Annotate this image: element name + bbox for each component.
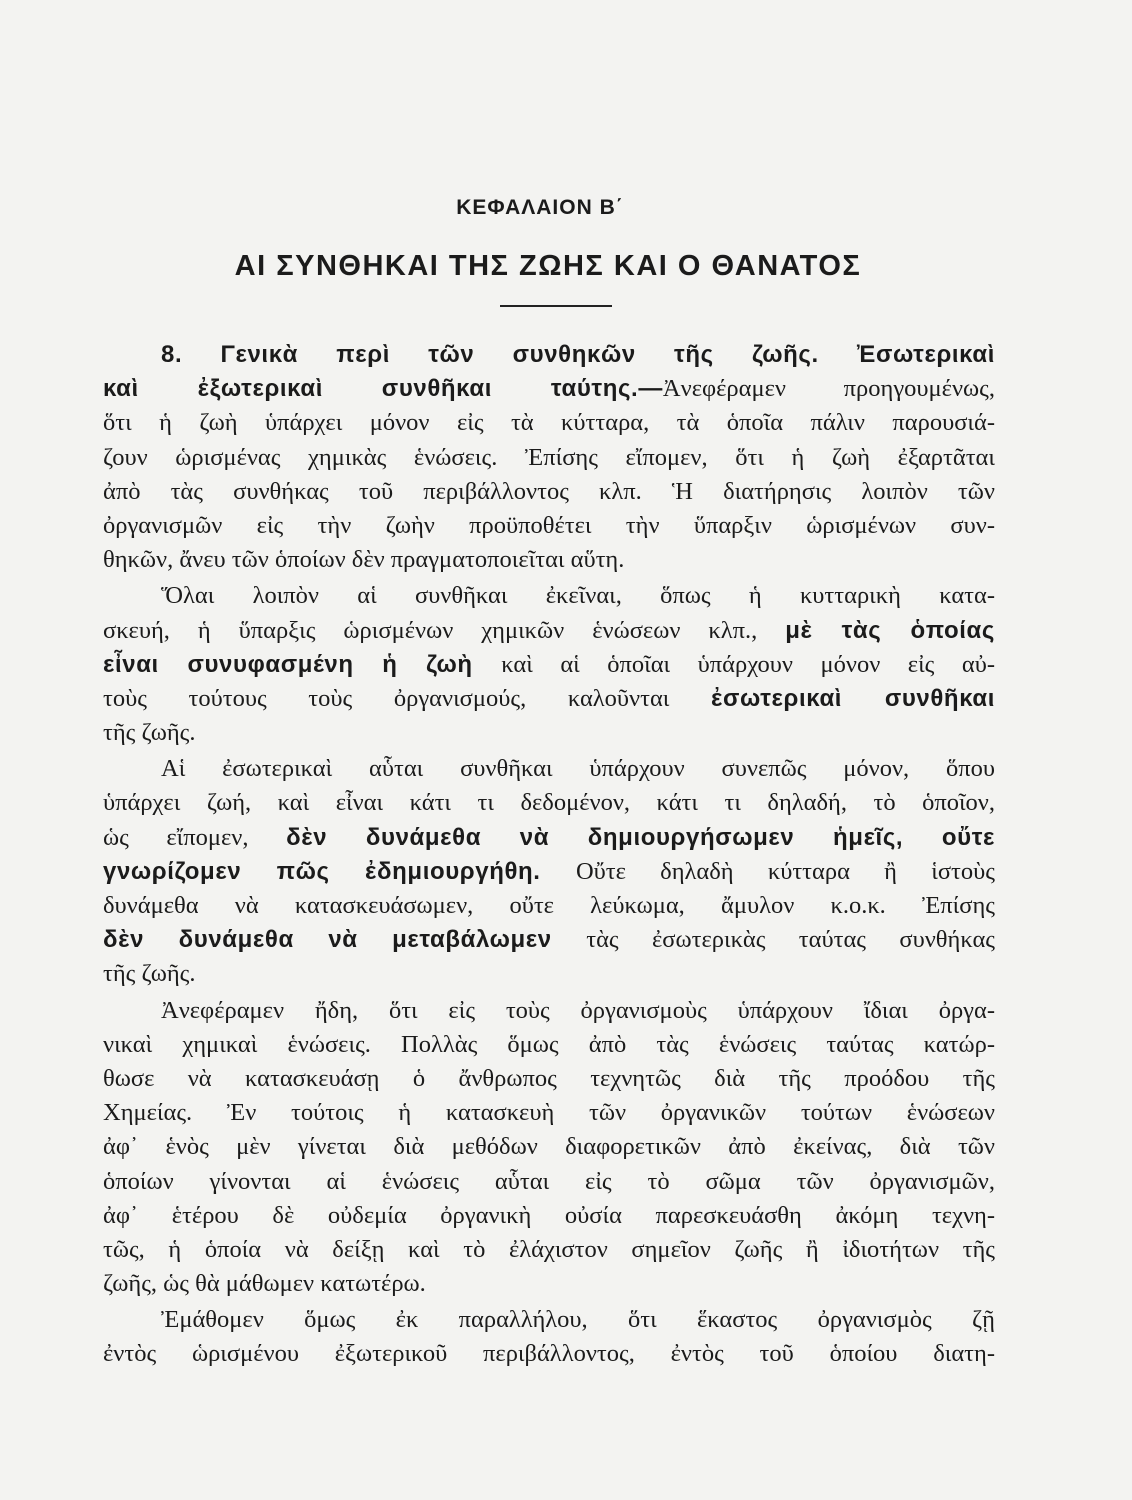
body-text-run: δυνάμεθα νὰ κατασκευάσωμεν, οὔτε λεύκωμα, ἄμυλον κ.ο.κ. Ἐπίσης xyxy=(103,892,995,919)
line-content xyxy=(103,682,995,716)
line-content xyxy=(103,957,995,991)
bold-text: ἐσωτερικαὶ συνθῆκαι xyxy=(711,684,996,712)
text-line xyxy=(103,475,995,509)
line-content xyxy=(103,509,995,543)
body-text-run: Οὔτε δηλαδὴ κύτταρα ἢ ἱστοὺς xyxy=(575,857,995,885)
chapter-label: ΚΕΦΑΛΑΙΟΝ Β΄ xyxy=(456,196,624,219)
text-line xyxy=(103,957,995,991)
body-text-run: καὶ αἱ ὁποῖαι ὑπάρχουν μόνον εἰς αὐ- xyxy=(501,650,995,678)
paragraph-first-line xyxy=(103,338,995,372)
paragraph-first-line xyxy=(103,752,995,786)
text-line xyxy=(103,1096,995,1130)
text-line xyxy=(103,682,995,716)
line-content xyxy=(103,441,995,475)
line-content xyxy=(103,1165,995,1199)
chapter-title: ΑΙ ΣΥΝΘΗΚΑΙ ΤΗΣ ΖΩΗΣ ΚΑΙ Ο ΘΑΝΑΤΟΣ xyxy=(234,250,862,282)
text-line xyxy=(103,855,995,889)
body-text-run: ὅτι ἡ ζωὴ ὑπάρχει μόνον εἰς τὰ κύτταρα, τὰ ὁποῖα πάλιν παρουσιά- xyxy=(103,409,995,437)
text-line xyxy=(103,372,995,406)
line-content xyxy=(103,821,995,855)
text-line xyxy=(103,441,995,475)
line-content xyxy=(103,1130,995,1164)
text-line xyxy=(103,614,995,648)
text-line xyxy=(103,406,995,440)
line-content xyxy=(103,1337,995,1371)
body-text-run: θωσε νὰ κατασκευάσῃ ὁ ἄνθρωπος τεχνητῶς διὰ τῆς προόδου τῆς xyxy=(103,1064,995,1092)
body-text-run: ἐντὸς ὡρισμένου ἐξωτερικοῦ περιβάλλοντος, ἐντὸς τοῦ ὁποίου διατη- xyxy=(103,1340,995,1368)
text-line xyxy=(103,1199,995,1233)
line-content xyxy=(103,716,995,750)
body-text-run: τῆς ζωῆς. xyxy=(103,719,196,747)
text-line xyxy=(103,1062,995,1096)
bold-text: 8. Γενικὰ περὶ τῶν συνθηκῶν τῆς ζωῆς. Ἐσωτερικαὶ xyxy=(161,341,995,368)
body-text-run: Αἱ ἐσωτερικαὶ αὗται συνθῆκαι ὑπάρχουν συνεπῶς μόνον, ὅπου xyxy=(161,755,995,783)
body-text-run: ἀφ᾽ ἑτέρου δὲ οὐδεμία ὀργανικὴ οὐσία παρεσκευάσθη ἀκόμη τεχνη- xyxy=(103,1201,995,1229)
text-line xyxy=(103,1028,995,1062)
line-content xyxy=(103,1199,995,1233)
line-content xyxy=(103,1062,995,1096)
body-text-run: τοὺς τούτους τοὺς ὀργανισμούς, καλοῦνται xyxy=(103,684,712,712)
text-line xyxy=(103,786,995,820)
text-line xyxy=(103,889,995,923)
line-content xyxy=(103,1028,995,1062)
line-content xyxy=(103,406,995,440)
body-text-run: ἀπὸ τὰς συνθήκας τοῦ περιβάλλοντος κλπ. Ἡ διατήρησις λοιπὸν τῶν xyxy=(103,477,995,505)
line-content xyxy=(161,1303,995,1337)
line-content xyxy=(103,1096,995,1130)
body-text-run: ὁποίων γίνονται αἱ ἑνώσεις αὗται εἰς τὸ σῶμα τῶν ὀργανισμῶν, xyxy=(103,1167,995,1195)
text-line xyxy=(103,1337,995,1371)
text-line xyxy=(103,509,995,543)
title-divider xyxy=(500,305,612,307)
line-content xyxy=(161,752,995,786)
bold-text: μὲ τὰς ὁποίας xyxy=(785,616,995,644)
body-text-run: θηκῶν, ἄνευ τῶν ὁποίων δὲν πραγματοποιεῖται αὕτη. xyxy=(103,546,625,574)
body-text-run: Χημείας. Ἐν τούτοις ἡ κατασκευὴ τῶν ὀργανικῶν τούτων ἑνώσεων xyxy=(103,1099,995,1127)
line-content xyxy=(103,786,995,820)
line-content xyxy=(103,1233,995,1267)
text-line xyxy=(103,1233,995,1267)
body-text-run: ἀφ᾽ ἑνὸς μὲν γίνεται διὰ μεθόδων διαφορετικῶν ἀπὸ ἐκείνας, διὰ τῶν xyxy=(103,1133,995,1161)
line-content xyxy=(103,1267,995,1301)
line-content xyxy=(103,475,995,509)
text-line xyxy=(103,1130,995,1164)
bold-text: εἶναι συνυφασμένη ἡ ζωὴ xyxy=(103,650,502,678)
text-line xyxy=(103,1267,995,1301)
bold-text: δὲν δυνάμεθα νὰ μεταβάλωμεν xyxy=(103,926,587,954)
paragraph-first-line xyxy=(103,579,995,613)
body-text-run: Ἀνεφέραμεν προηγουμένως, xyxy=(662,375,995,403)
body-text-run: τῶς, ἡ ὁποία νὰ δείξῃ καὶ τὸ ἐλάχιστον σημεῖον ζωῆς ἢ ἰδιοτήτων τῆς xyxy=(103,1235,995,1263)
line-content xyxy=(103,543,995,577)
line-content xyxy=(103,614,995,648)
line-content xyxy=(161,338,995,372)
text-line xyxy=(103,1165,995,1199)
text-line xyxy=(103,648,995,682)
bold-text: γνωρίζομεν πῶς ἐδημιουργήθη. xyxy=(103,857,576,885)
text-line xyxy=(103,543,995,577)
body-text-run: σκευή, ἡ ὕπαρξις ὡρισμένων χημικῶν ἑνώσεων κλπ., xyxy=(103,616,786,644)
line-content xyxy=(161,579,995,613)
body-text-run: ὑπάρχει ζωή, καὶ εἶναι κάτι τι δεδομένον, κάτι τι δηλαδή, τὸ ὁποῖον, xyxy=(103,789,995,817)
bold-text: δὲν δυνάμεθα νὰ δημιουργήσωμεν ἡμεῖς, οὔτε xyxy=(286,823,995,851)
body-text-run: Ἐμάθομεν ὅμως ἐκ παραλλήλου, ὅτι ἕκαστος ὀργανισμὸς ζῇ xyxy=(161,1306,995,1334)
line-content xyxy=(103,648,995,682)
text-line xyxy=(103,821,995,855)
body-text-run: τῆς ζωῆς. xyxy=(103,960,196,988)
body-text-run: Ὅλαι λοιπὸν αἱ συνθῆκαι ἐκεῖναι, ὅπως ἡ κυτταρικὴ κατα- xyxy=(161,582,995,610)
paragraph-first-line xyxy=(103,994,995,1028)
bold-text: καὶ ἐξωτερικαὶ συνθῆκαι ταύτης.— xyxy=(103,375,663,403)
line-content xyxy=(103,855,995,889)
body-text-run: ζωῆς, ὡς θὰ μάθωμεν κατωτέρω. xyxy=(103,1270,426,1298)
body-text-run: τὰς ἐσωτερικὰς ταύτας συνθήκας xyxy=(586,926,995,954)
body-text-run: ζουν ὡρισμένας χημικὰς ἑνώσεις. Ἐπίσης εἴπομεν, ὅτι ἡ ζωὴ ἐξαρτᾶται xyxy=(103,443,995,471)
line-content xyxy=(161,994,995,1028)
body-text-run: ὀργανισμῶν εἰς τὴν ζωὴν προϋποθέτει τὴν ὕπαρξιν ὡρισμένων συν- xyxy=(103,511,995,539)
body-text-run: Ἀνεφέραμεν ἤδη, ὅτι εἰς τοὺς ὀργανισμοὺς ὑπάρχουν ἴδιαι ὀργα- xyxy=(161,996,995,1024)
body-text-run: ὡς εἴπομεν, xyxy=(103,823,287,851)
line-content xyxy=(103,923,995,957)
body-text xyxy=(103,338,995,1372)
text-line xyxy=(103,716,995,750)
line-content xyxy=(103,889,995,923)
paragraph-first-line xyxy=(103,1303,995,1337)
line-content xyxy=(103,372,995,406)
text-line xyxy=(103,923,995,957)
body-text-run: νικαὶ χημικαὶ ἑνώσεις. Πολλὰς ὅμως ἀπὸ τὰς ἑνώσεις ταύτας κατώρ- xyxy=(103,1030,995,1058)
